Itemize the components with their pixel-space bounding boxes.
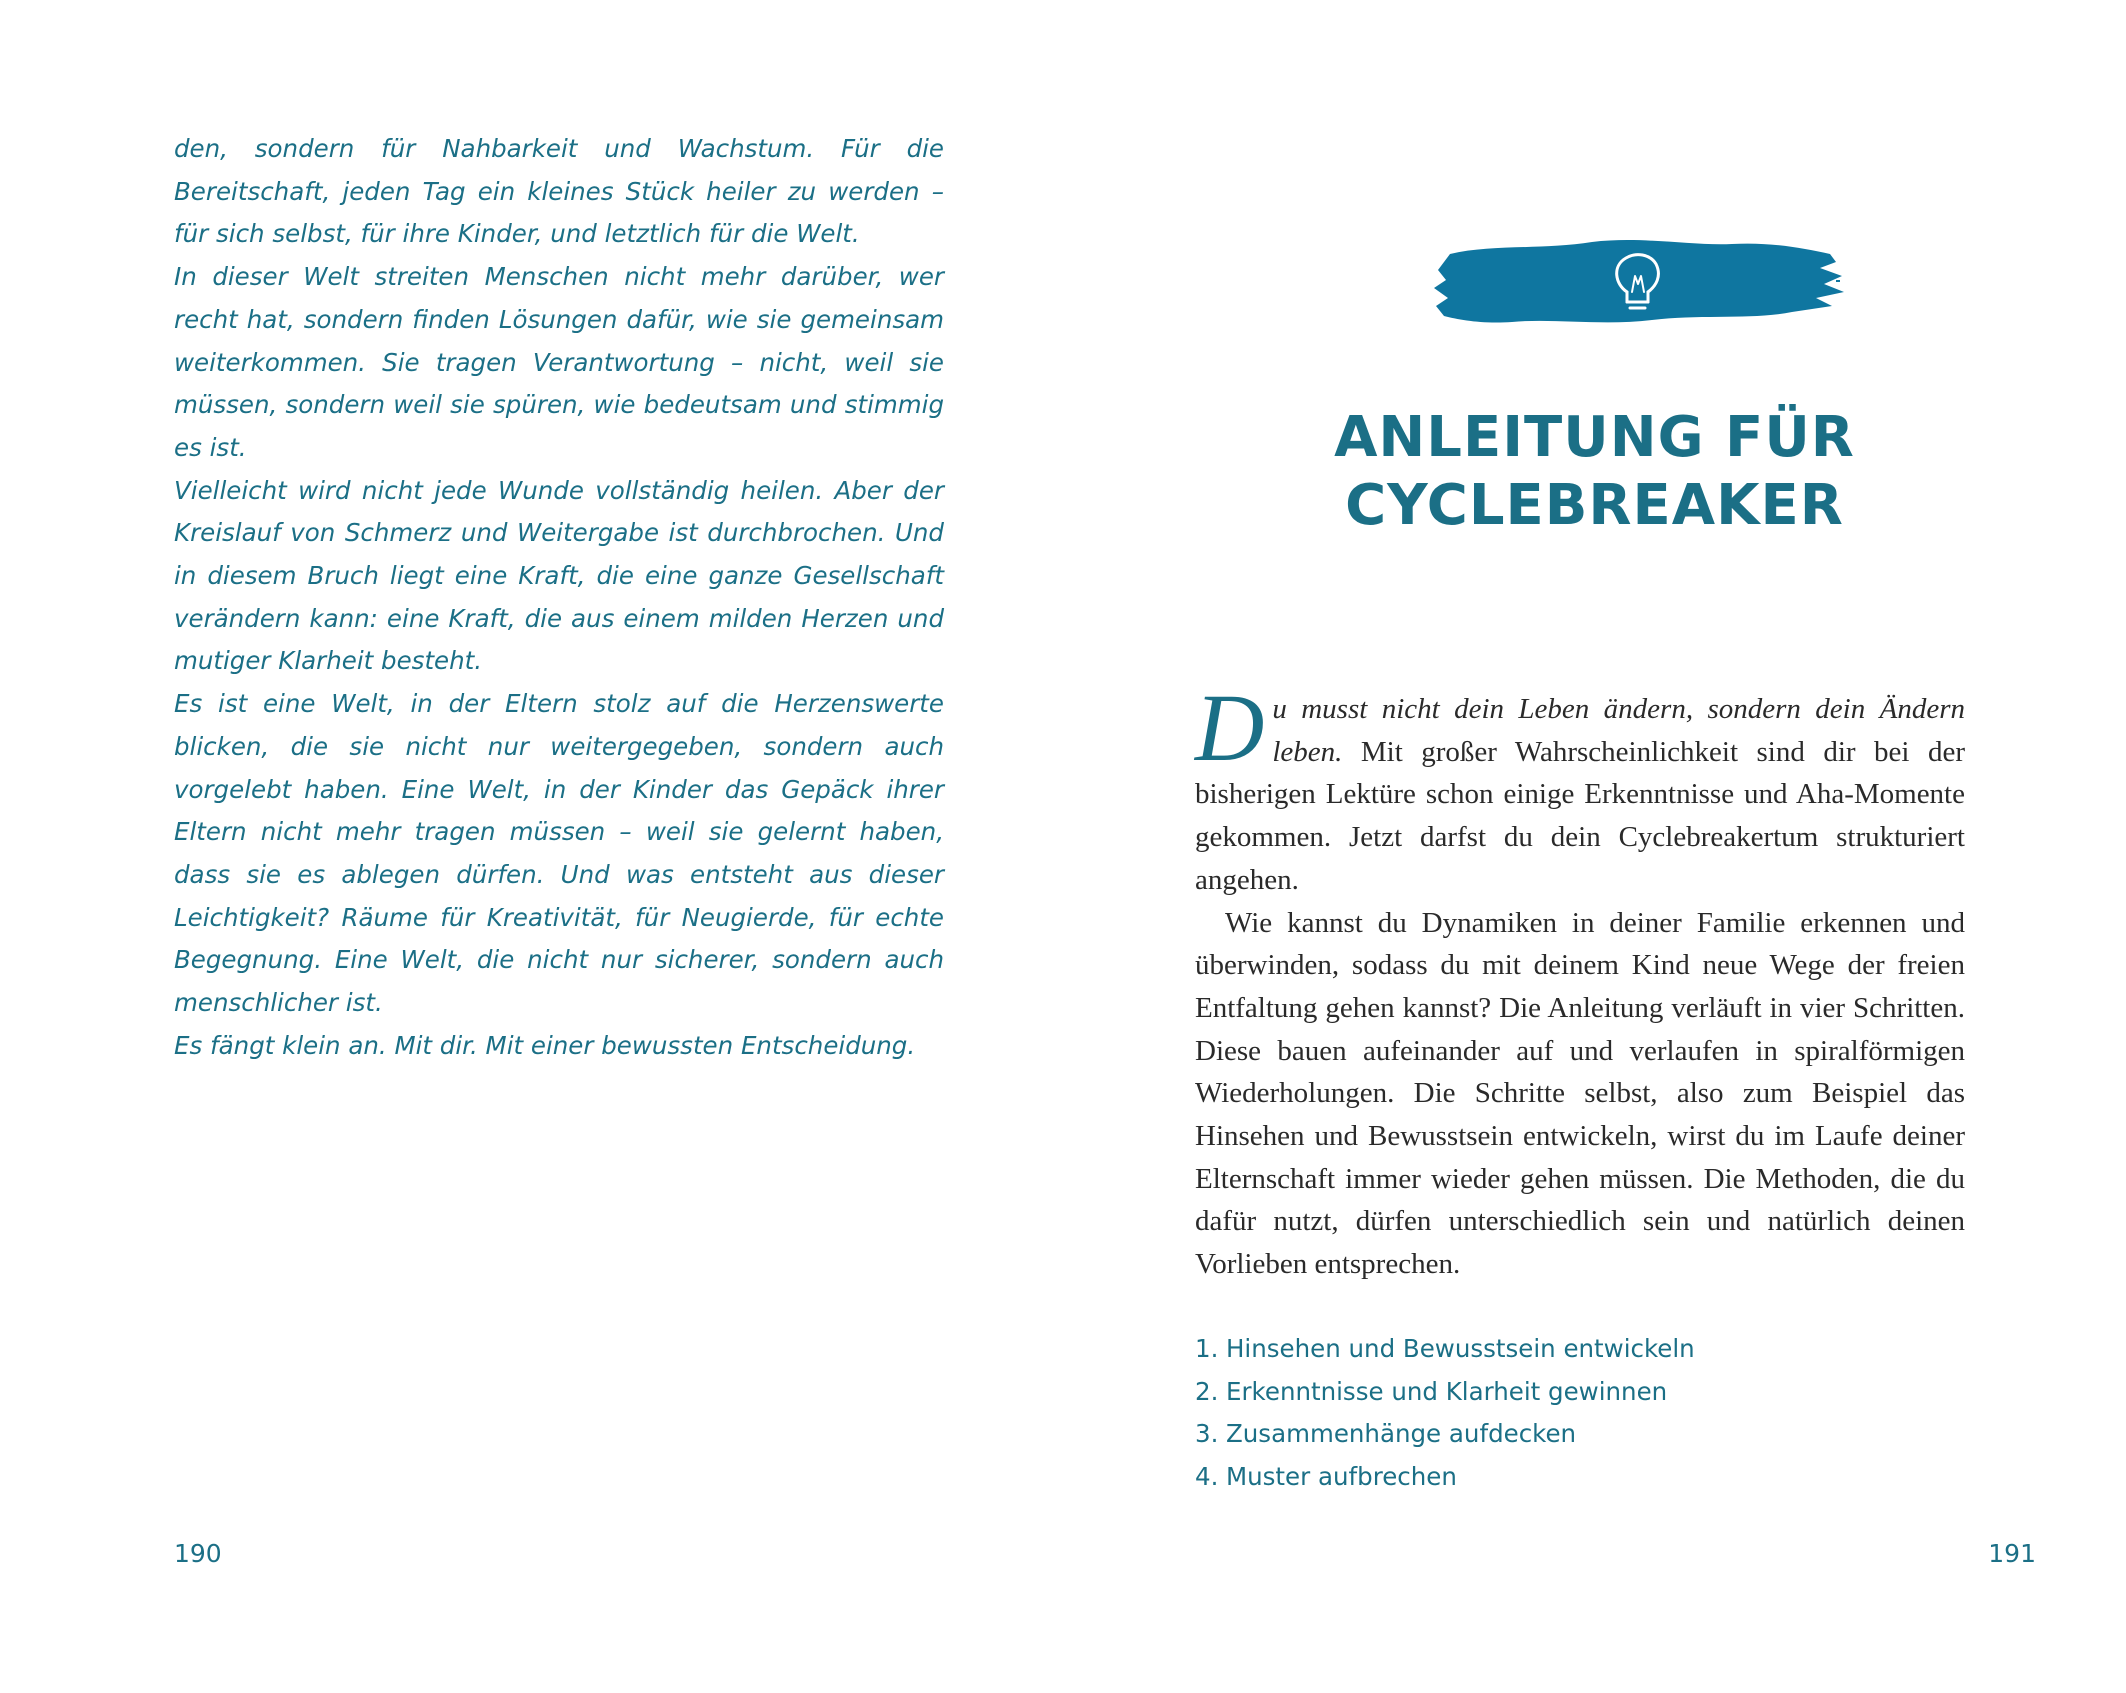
chapter-title (1063, 404, 2126, 540)
list-item (1195, 1371, 1695, 1414)
chapter-title-line-2: CYCLEBREAKER (1345, 473, 1844, 538)
list-item (1195, 1456, 1695, 1499)
dropcap: D (1195, 674, 1265, 781)
left-paragraph: In dieser Welt streiten Menschen nicht mehr darüber, wer recht hat, sondern finden Lösungen dafür, wie sie gemeinsam weiterkommen. Sie tragen Verantwortung – nicht, weil sie müssen, sondern weil sie spüren, wie bedeutsam und stimmig es ist. (174, 262, 944, 462)
page-number-right: 191 (1988, 1539, 2036, 1568)
left-paragraph: den, sondern für Nahbarkeit und Wachstum. Für die Bereitschaft, jeden Tag ein kleines Stück heiler zu werden – für sich selbst, für ihre Kinder, und letztlich für die Welt. (174, 134, 944, 249)
chapter-title-line-1: ANLEITUNG FÜR (1334, 405, 1855, 470)
left-paragraph: Vielleicht wird nicht jede Wunde vollständig heilen. Aber der Kreislauf von Schmerz und Weitergabe ist durchbrochen. Und in diesem Bruch liegt eine Kraft, die eine ganze Gesellschaft verändern kann: eine Kraft, die aus einem milden Herzen und mutiger Klarheit besteht. (174, 475, 944, 676)
left-body-text (174, 128, 944, 1067)
step-number: 4. (1195, 1462, 1219, 1492)
step-number: 1. (1195, 1334, 1219, 1363)
step-number: 3. (1195, 1419, 1219, 1449)
step-label: Muster aufbrechen (1226, 1462, 1457, 1492)
intro-paragraph-rest: Mit großer Wahrscheinlichkeit sind dir bei der bisherigen Lektüre schon einige Erkenntnisse und Aha-Momente gekommen. Jetzt darfst du dein Cyclebreakertum strukturiert angehen. (1195, 735, 1965, 896)
left-paragraph: Es ist eine Welt, in der Eltern stolz auf die Herzenswerte blicken, die sie nicht nur weitergegeben, sondern auch vorgelebt haben. Eine Welt, in der Kinder das Gepäck ihrer Eltern nicht mehr tragen müssen – weil sie gelernt haben, dass sie es ablegen dürfen. Und was entsteht aus dieser Leichtigkeit? Räume für Kreativität, für Neugierde, für echte Begegnung. Eine Welt, die nicht nur sicherer, sondern auch menschlicher ist. (174, 689, 944, 1018)
step-label: Zusammenhänge aufdecken (1226, 1419, 1577, 1449)
intro-paragraph (1195, 674, 1965, 902)
left-paragraph: Es fängt klein an. Mit dir. Mit einer bewussten Entscheidung. (174, 1030, 916, 1060)
step-number: 2. (1195, 1376, 1219, 1406)
step-label: Hinsehen und Bewusstsein entwickeln (1226, 1334, 1695, 1363)
list-item (1195, 1413, 1695, 1456)
step-label: Erkenntnisse und Klarheit gewinnen (1226, 1376, 1668, 1406)
right-body-text (1195, 674, 1965, 1286)
list-item (1195, 1328, 1695, 1371)
lightbulb-icon (1432, 232, 1850, 332)
lead-sentence: u musst nicht dein Leben ändern, sondern dein Ändern leben. (1272, 693, 1965, 768)
right-page (1063, 0, 2126, 1693)
second-paragraph: Wie kannst du Dynamiken in deiner Familie erkennen und überwinden, sodass du mit deinem Kind neue Wege der freien Entfaltung gehen kannst? Die Anleitung verläuft in vier Schritten. Diese bauen aufeinander auf und verlaufen in spiralförmigen Wiederholungen. Die Schritte selbst, also zum Beispiel das Hinsehen und Bewusstsein entwickeln, wirst du im Laufe deiner Elternschaft immer wieder gehen müssen. Die Methoden, die du dafür nutzt, dürfen unterschiedlich sein und natürlich deinen Vorlieben entsprechen. (1195, 906, 1965, 1281)
steps-list (1195, 1328, 1695, 1499)
page-number-left: 190 (174, 1539, 222, 1568)
